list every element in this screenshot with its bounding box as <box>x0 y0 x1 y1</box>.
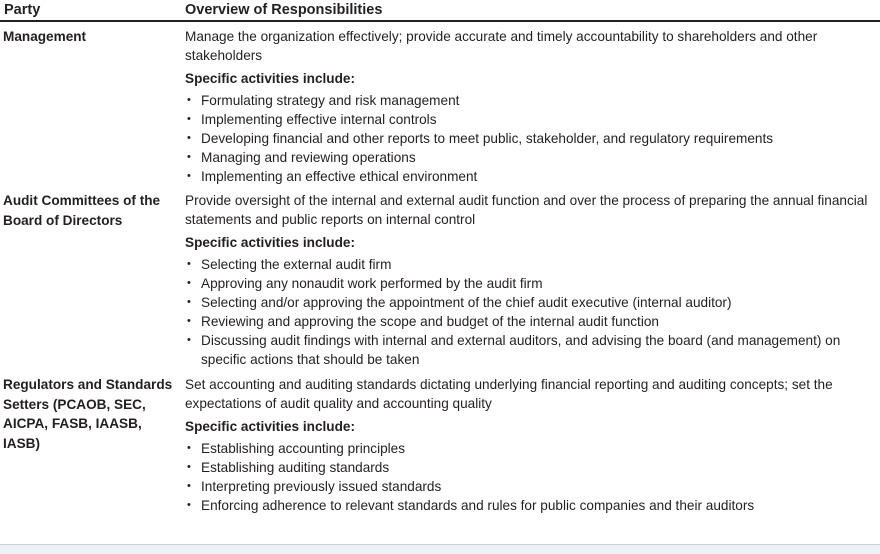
responsibilities-cell <box>185 375 877 515</box>
responsibilities-cell <box>185 27 877 186</box>
list-item: • Establishing auditing standards <box>185 458 877 477</box>
activities-subheading: Specific activities include: <box>185 419 355 434</box>
party-column-header: Party <box>4 2 41 18</box>
activities-list <box>185 255 877 369</box>
list-item: • Managing and reviewing operations <box>185 148 877 167</box>
list-item: • Developing financial and other reports to meet public, stakeholder, and regulatory requirements <box>185 129 877 148</box>
activities-subheading: Specific activities include: <box>185 235 355 250</box>
list-item: • Formulating strategy and risk management <box>185 91 877 110</box>
list-item: • Selecting the external audit firm <box>185 255 877 274</box>
list-item: • Implementing effective internal controls <box>185 110 877 129</box>
list-item: • Interpreting previously issued standards <box>185 477 877 496</box>
list-item: • Establishing accounting principles <box>185 439 877 458</box>
table-row <box>0 372 880 544</box>
overview-text: Manage the organization effectively; provide accurate and timely accountability to shareholders and other stakeholders <box>185 29 818 63</box>
list-item: • Enforcing adherence to relevant standards and rules for public companies and their auditors <box>185 496 877 515</box>
overview-text: Set accounting and auditing standards dictating underlying financial reporting and auditing concepts; set the expectations of audit quality and accounting quality <box>185 377 833 411</box>
table-header <box>0 0 880 22</box>
list-item: • Implementing an effective ethical environment <box>185 167 877 186</box>
list-item: • Selecting and/or approving the appointment of the chief audit executive (internal auditor) <box>185 293 877 312</box>
responsibilities-cell <box>185 191 877 369</box>
activities-list <box>185 91 877 186</box>
responsibilities-column-header: Overview of Responsibilities <box>185 2 383 18</box>
table-row <box>0 24 880 188</box>
list-item: • Discussing audit findings with internal and external auditors, and advising the board (and management) on specific actions that should be taken <box>185 331 877 369</box>
party-name: Audit Committees of the Board of Directors <box>3 193 161 228</box>
list-item: • Reviewing and approving the scope and budget of the internal audit function <box>185 312 877 331</box>
table-bottom-border <box>0 544 880 554</box>
overview-text: Provide oversight of the internal and external audit function and over the process of preparing the annual financial statements and public reports on internal control <box>185 193 868 227</box>
activities-subheading: Specific activities include: <box>185 71 355 86</box>
list-item: • Approving any nonaudit work performed by the audit firm <box>185 274 877 293</box>
table-row <box>0 188 880 372</box>
party-name: Management <box>3 29 87 44</box>
party-name: Regulators and Standards Setters (PCAOB, SEC, AICPA, FASB, IAASB, IASB) <box>3 377 173 451</box>
activities-list <box>185 439 877 515</box>
